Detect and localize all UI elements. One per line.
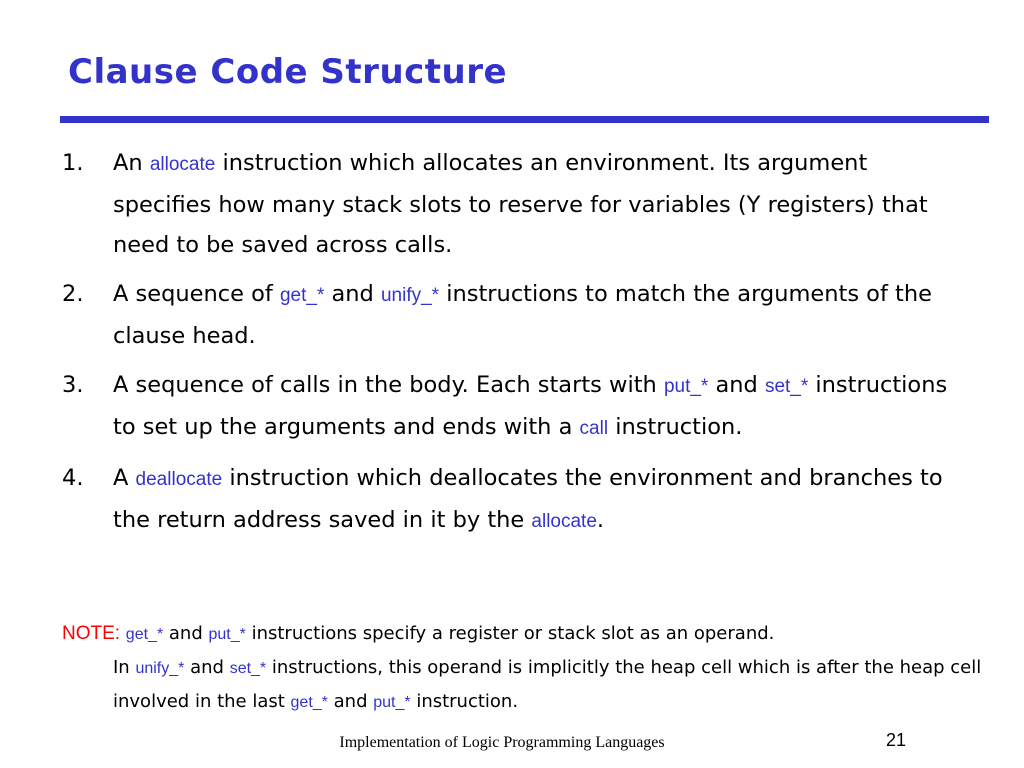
keyword: call	[579, 418, 609, 439]
keyword: set_*	[229, 660, 267, 677]
note-text-1	[120, 623, 774, 644]
note-text-2	[113, 657, 981, 712]
text-run: instructions specify a register or stack slot as an operand.	[245, 623, 775, 644]
keyword: put_*	[208, 626, 246, 643]
item-text	[113, 281, 932, 349]
slide-title: Clause Code Structure	[68, 52, 508, 92]
note-line-1	[62, 617, 982, 651]
text-run: and	[163, 623, 209, 644]
item-text	[113, 372, 947, 440]
list-item	[0, 458, 953, 542]
note-block	[62, 617, 982, 719]
keyword: put_*	[663, 376, 709, 397]
item-text	[113, 150, 928, 258]
text-run: A sequence of	[113, 281, 280, 307]
page-number: 21	[886, 730, 907, 750]
text-run: .	[596, 507, 605, 533]
keyword: get_*	[279, 285, 325, 306]
text-run: An	[113, 150, 150, 176]
footer-text: Implementation of Logic Programming Languages	[339, 734, 665, 751]
list-item	[0, 365, 953, 449]
text-run: instructions, this operand is implicitly the heap cell which is after the heap cell involved in the last	[113, 657, 982, 712]
text-run: instruction which deallocates the environment and branches to the return address saved in it by the	[113, 465, 943, 533]
text-run: and	[327, 691, 374, 712]
list-item	[0, 143, 953, 265]
note-label: NOTE:	[62, 623, 121, 644]
keyword: get_*	[125, 626, 164, 643]
keyword: allocate	[149, 154, 216, 175]
text-run: A	[113, 465, 136, 491]
keyword: allocate	[531, 511, 597, 532]
title-divider	[60, 116, 989, 123]
item-text	[113, 465, 943, 533]
numbered-list	[0, 143, 1024, 551]
list-item	[0, 274, 953, 356]
keyword: set_*	[764, 376, 809, 397]
text-run: A sequence of calls in the body. Each starts with	[113, 372, 664, 398]
keyword: get_*	[290, 694, 328, 711]
text-run: In	[113, 657, 136, 678]
text-run: instruction.	[410, 691, 519, 712]
item-number: 3.	[62, 372, 84, 398]
item-number: 2.	[62, 281, 84, 307]
item-number: 1.	[62, 150, 84, 176]
keyword: deallocate	[135, 469, 223, 490]
item-number: 4.	[62, 465, 84, 491]
keyword: put_*	[373, 694, 411, 711]
keyword: unify_*	[380, 285, 440, 306]
text-run: and	[184, 657, 230, 678]
text-run: and	[708, 372, 765, 398]
text-run: instruction which allocates an environment. Its argument specifies how many stack slots to reserve for variables (Y registers) that need to be saved across calls.	[113, 150, 928, 258]
text-run: instructions to set up the arguments and ends with a	[113, 372, 948, 440]
text-run: and	[324, 281, 381, 307]
note-line-2	[62, 651, 982, 719]
keyword: unify_*	[135, 660, 185, 677]
text-run: instruction.	[608, 414, 743, 440]
text-run: instructions to match the arguments of the clause head.	[113, 281, 932, 349]
